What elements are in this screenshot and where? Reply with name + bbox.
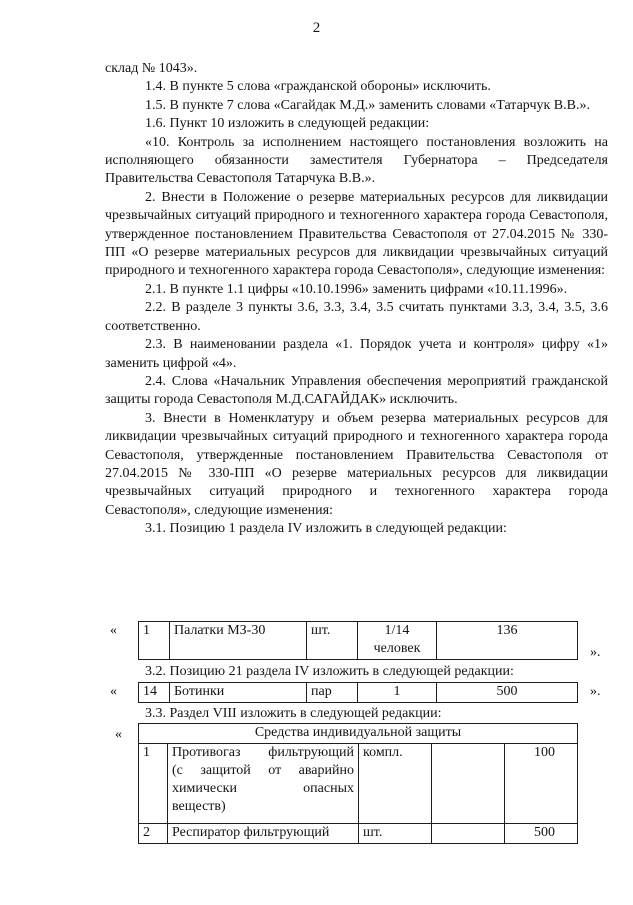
page-number: 2 — [312, 20, 321, 36]
table-boots — [138, 682, 578, 703]
open-quote: « — [110, 623, 117, 638]
paragraph: «10. Контроль за исполнением настоящего постановления возложить на исполняющего обязанности заместителя Губернатора – Председателя Правительства Севастополя Татарчука В.В.». — [105, 134, 608, 187]
cell-qty: 500 — [437, 683, 578, 703]
body-text-3-2 — [105, 663, 608, 681]
body-text-3-3 — [105, 705, 608, 723]
open-quote: « — [110, 684, 117, 699]
paragraph: 2.1. В пункте 1.1 цифры «10.10.1996» заменить цифрами «10.11.1996». — [145, 281, 568, 297]
paragraph: 2.3. В наименовании раздела «1. Порядок учета и контроля» цифру «1» заменить цифрой «4». — [105, 337, 608, 371]
cell-unit: шт. — [307, 622, 358, 660]
cell-norm: 1 — [358, 683, 437, 703]
paragraph: 1.4. В пункте 5 слова «гражданской обороны» исключить. — [145, 79, 491, 95]
paragraph: 2. Внести в Положение о резерве материальных ресурсов для ликвидации чрезвычайных ситуаций природного и техногенного характера города Севастополя, утвержденное постановлением Правительства Севастополя от 27.04.2015 № 330-ПП «О резерве материальных ресурсов для ликвидации чрезвычайных ситуаций природного и техногенного характера города Севастополя», следующие изменения: — [105, 189, 608, 279]
open-quote: « — [115, 727, 122, 742]
cell-qty: 136 — [437, 622, 578, 660]
cell-name — [168, 744, 359, 824]
name-line: (с защитой от аварийно — [172, 763, 354, 778]
paragraph: 3. Внести в Номенклатуру и объем резерва материальных ресурсов для ликвидации чрезвычайных ситуаций природного и техногенного характера города Севастополя, утвержденные постановлением Правительства Севастополя от 27.04.2015 № 330-ПП «О резерве материальных ресурсов для ликвидации чрезвычайных ситуаций природного и техногенного характера города Севастополя», следующие изменения: — [105, 410, 608, 518]
cell-norm — [432, 824, 505, 844]
table-ppe — [138, 723, 578, 844]
cell-name: Палатки МЗ-30 — [170, 622, 307, 660]
cell-norm — [358, 622, 437, 660]
cell-qty: 500 — [505, 824, 578, 844]
cell-qty: 100 — [505, 744, 578, 824]
paragraph: 2.2. В разделе 3 пункты 3.6, 3.3, 3.4, 3.5 считать пунктами 3.3, 3.4, 3.5, 3.6 соответственно. — [105, 300, 608, 334]
body-text — [105, 60, 608, 539]
cell-name: Ботинки — [170, 683, 307, 703]
table-tents — [138, 621, 578, 660]
cell-name: Респиратор фильтрующий — [168, 824, 359, 844]
close-quote: ». — [590, 645, 601, 660]
close-quote: ». — [590, 684, 601, 699]
table-row — [139, 622, 578, 660]
section-header: Средства индивидуальной защиты — [139, 724, 578, 744]
table-row — [139, 683, 578, 703]
name-line: веществ) — [172, 799, 226, 814]
cell-unit: пар — [307, 683, 358, 703]
norm-value: 1/14 — [384, 623, 410, 638]
table-header-row — [139, 724, 578, 744]
cell-unit: шт. — [359, 824, 432, 844]
name-line: химически опасных — [172, 781, 354, 796]
cell-num: 2 — [139, 824, 168, 844]
name-line: Противогаз фильтрующий — [172, 745, 354, 760]
paragraph: 1.6. Пункт 10 изложить в следующей редакции: — [145, 116, 430, 132]
paragraph: 2.4. Слова «Начальник Управления обеспечения мероприятий гражданской защиты города Севастополя М.Д.САГАЙДАК» исключить. — [105, 373, 608, 408]
table-row — [139, 824, 578, 844]
cell-num: 1 — [139, 622, 170, 660]
cell-num: 1 — [139, 744, 168, 824]
paragraph: 3.2. Позицию 21 раздела IV изложить в следующей редакции: — [145, 664, 514, 679]
paragraph: 3.1. Позицию 1 раздела IV изложить в следующей редакции: — [145, 521, 507, 537]
cell-num: 14 — [139, 683, 170, 703]
cell-norm — [432, 744, 505, 824]
table-row — [139, 744, 578, 824]
paragraph: склад № 1043». — [105, 61, 198, 76]
norm-unit: человек — [373, 641, 421, 656]
paragraph: 1.5. В пункте 7 слова «Сагайдак М.Д.» заменить словами «Татарчук В.В.». — [145, 97, 590, 113]
cell-unit: компл. — [359, 744, 432, 824]
paragraph: 3.3. Раздел VIII изложить в следующей редакции: — [145, 706, 442, 721]
